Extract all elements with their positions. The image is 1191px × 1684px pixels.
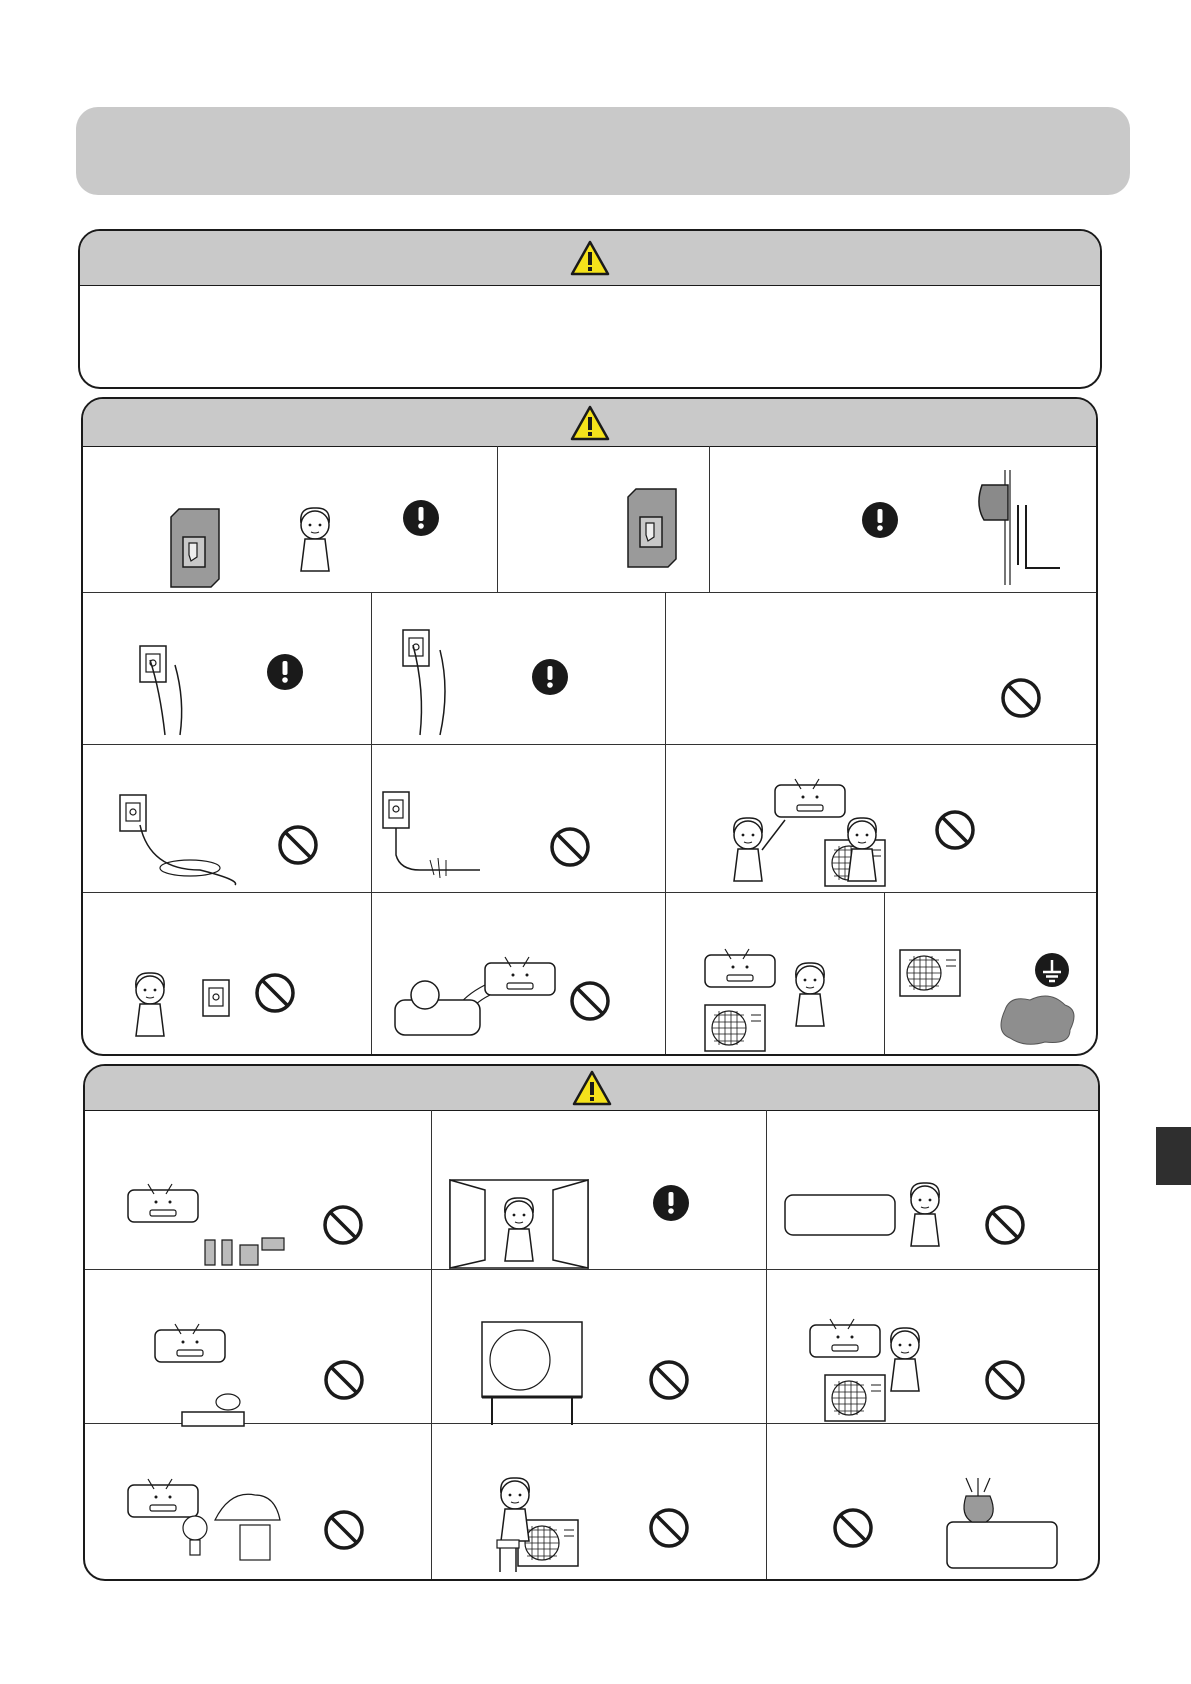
wall-pipe-illustration	[979, 470, 1060, 585]
prohibition-circle-icon	[325, 1207, 361, 1243]
prohibition-circle-icon	[552, 829, 588, 865]
tangled-cord-illustration	[120, 795, 236, 885]
prohibition-circle-icon	[572, 983, 608, 1019]
exclamation-circle-icon	[653, 1185, 689, 1221]
section-side-tab	[1156, 1127, 1191, 1185]
girl-phone-illustration	[301, 508, 329, 571]
girl-socket-illustration	[136, 973, 229, 1036]
exclamation-circle-icon	[532, 659, 568, 695]
exclamation-circle-icon	[403, 500, 439, 536]
prohibition-circle-icon	[987, 1362, 1023, 1398]
breaker-illustration	[628, 489, 676, 567]
plug-insert-illustration	[140, 646, 182, 735]
exclamation-circle-icon	[267, 654, 303, 690]
breaker-illustration	[171, 509, 219, 587]
prohibition-circle-icon	[651, 1510, 687, 1546]
unit-on-weak-stand-illustration	[482, 1322, 582, 1425]
prohibition-circle-icon	[651, 1362, 687, 1398]
open-window-illustration	[450, 1180, 588, 1268]
girl-touching-unit-illustration	[785, 1183, 939, 1246]
prohibition-circle-icon	[987, 1207, 1023, 1243]
prohibition-circle-icon	[835, 1510, 871, 1546]
person-in-airflow-illustration	[395, 957, 555, 1035]
vase-on-unit-illustration	[947, 1478, 1057, 1568]
prohibition-circle-icon	[257, 975, 293, 1011]
exclamation-circle-icon	[862, 502, 898, 538]
child-climbing-unit-illustration	[497, 1478, 578, 1572]
prohibition-circle-icon	[326, 1362, 362, 1398]
prohibition-circle-icon	[280, 827, 316, 863]
plug-pull-illustration	[403, 630, 445, 735]
ground-earth-icon	[1035, 953, 1069, 987]
girl-with-plant-illustration	[810, 1319, 919, 1421]
prohibition-circle-icon	[937, 812, 973, 848]
unit-over-food-illustration	[128, 1184, 284, 1265]
unit-over-stove-illustration	[155, 1324, 244, 1426]
unit-near-plants-illustration	[128, 1479, 280, 1560]
prohibition-circle-icon	[1003, 680, 1039, 716]
damaged-cord-illustration	[383, 792, 480, 878]
prohibition-circle-icon	[326, 1512, 362, 1548]
kids-poking-unit-illustration	[734, 779, 885, 886]
unit-and-child-illustration	[705, 949, 824, 1051]
